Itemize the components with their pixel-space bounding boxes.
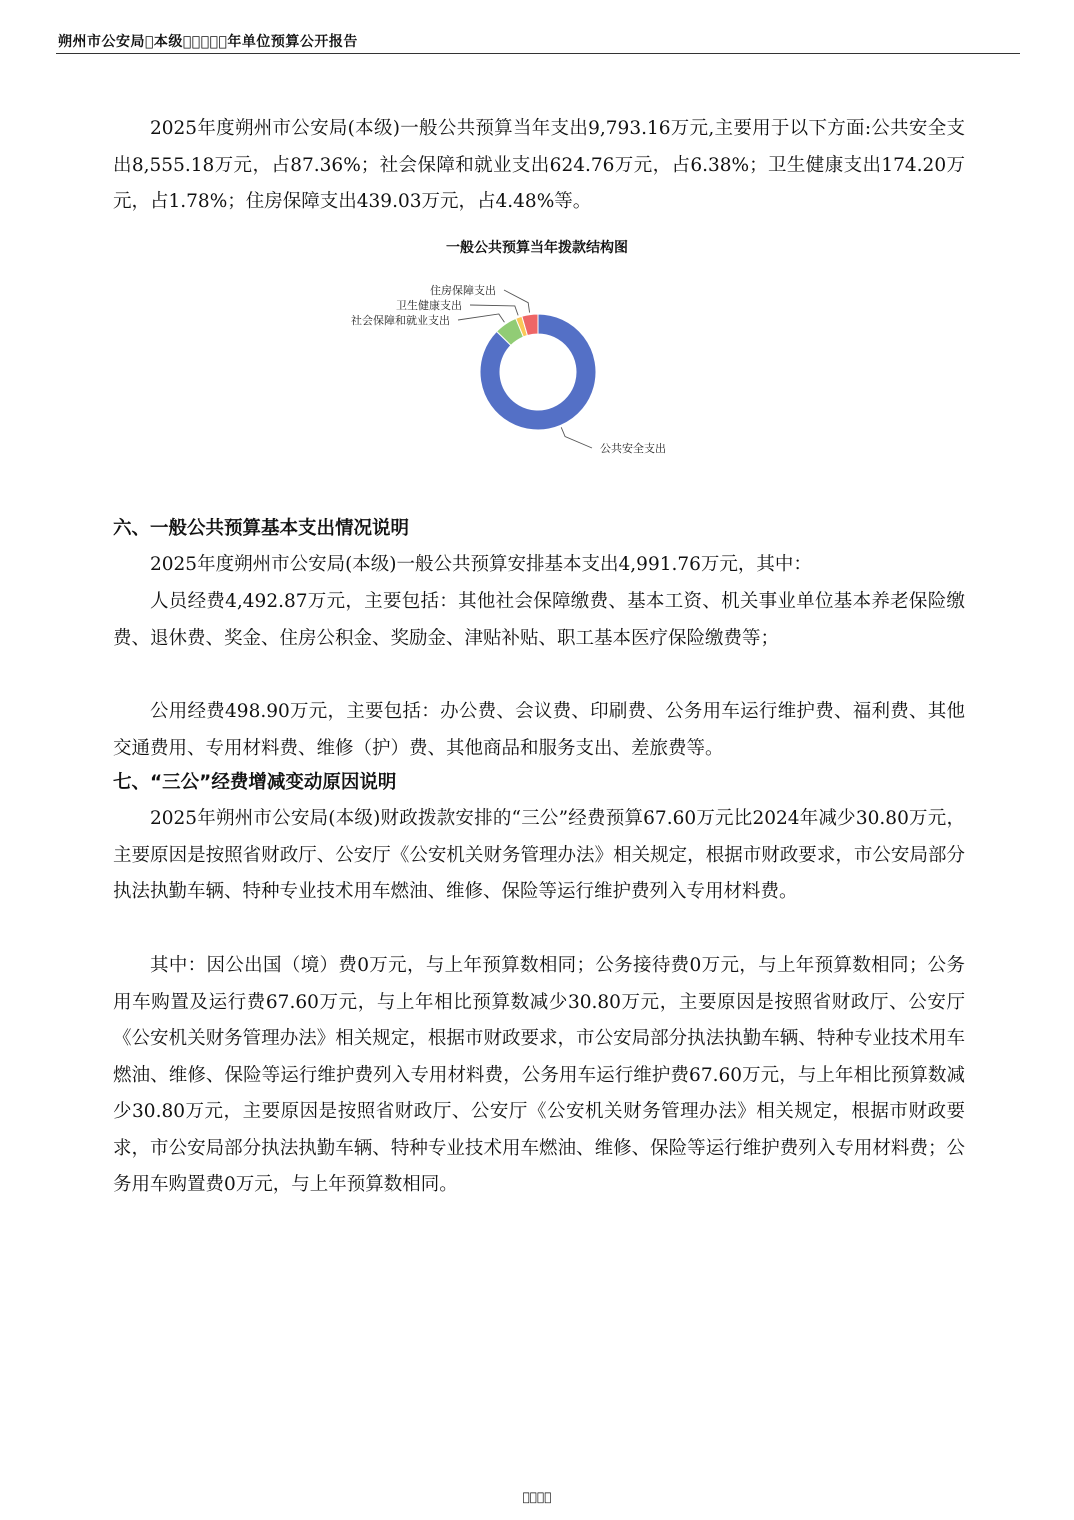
- leader-line-1: [458, 314, 504, 322]
- donut-label-2: 卫生健康支出: [396, 299, 462, 312]
- paragraph-three-public-overview: 2025年朔州市公安局(本级)财政拨款安排的“三公”经费预算67.60万元比2024年减少30.80万元，主要原因是按照省财政厅、公安厅《公安机关财务管理办法》相关规定，根据市财政要求，市公安局部分执法执勤车辆、特种专业技术用车燃油、维修、保险等运行维护费列入专用材料费。: [113, 808, 965, 902]
- leader-line-0: [561, 427, 592, 448]
- section-6-heading: 六、一般公共预算基本支出情况说明: [113, 518, 410, 539]
- section-7-heading: 七、“三公”经费增减变动原因说明: [113, 772, 397, 793]
- page-number:     : [522, 1490, 552, 1504]
- donut-label-0: 公共安全支出: [600, 442, 666, 455]
- header-title: 朔州市公安局 本级     年单位预算公开报告: [58, 34, 358, 50]
- page-header: [56, 26, 1020, 54]
- paragraph-three-public-details: 其中：因公出国（境）费0万元，与上年预算数相同；公务接待费0万元，与上年预算数相同；公务用车购置及运行费67.60万元，与上年相比预算数减少30.80万元，主要原因是按照省财政厅、公安厅《公安机关财务管理办法》相关规定，根据市财政要求，市公安局部分执法执勤车辆、特种专业技术用车燃油、维修、保险等运行维护费列入专用材料费，公务用车运行维护费67.60万元，与上年相比预算数减少30.80万元，主要原因是按照省财政厅、公安厅《公安机关财务管理办法》相关规定，根据市财政要求，市公安局部分执法执勤车辆、特种专业技术用车燃油、维修、保险等运行维护费列入专用材料费；公务用车购置费0万元，与上年预算数相同。: [113, 955, 965, 1195]
- donut-chart: [300, 262, 774, 472]
- donut-label-1: 社会保障和就业支出: [351, 314, 450, 327]
- paragraph-basic-expenditure: 2025年度朔州市公安局(本级)一般公共预算安排基本支出4,991.76万元，其中：: [150, 554, 812, 575]
- paragraph-public-cost: 公用经费498.90万元，主要包括：办公费、会议费、印刷费、公务用车运行维护费、福利费、其他交通费用、专用材料费、维修（护）费、其他商品和服务支出、差旅费等。: [113, 701, 965, 759]
- leader-line-3: [504, 290, 530, 313]
- leader-line-2: [470, 305, 518, 315]
- paragraph-general-expenditure: 2025年度朔州市公安局(本级)一般公共预算当年支出9,793.16万元,主要用于以下方面:公共安全支出8,555.18万元，占87.36%；社会保障和就业支出624.76万元，占6.38%；卫生健康支出174.20万元，占1.78%；住房保障支出439.03万元，占4.48%等。: [113, 118, 965, 212]
- paragraph-personnel-cost: 人员经费4,492.87万元，主要包括：其他社会保障缴费、基本工资、机关事业单位基本养老保险缴费、退休费、奖金、住房公积金、奖励金、津贴补贴、职工基本医疗保险缴费等；: [113, 591, 965, 649]
- donut-label-3: 住房保障支出: [430, 284, 496, 297]
- chart-title: 一般公共预算当年拨款结构图: [446, 240, 628, 256]
